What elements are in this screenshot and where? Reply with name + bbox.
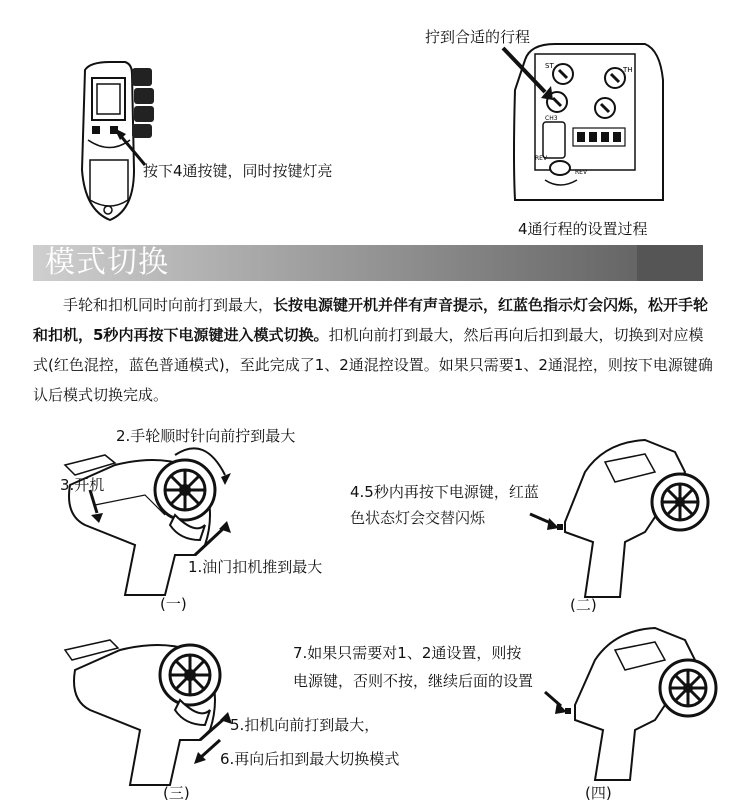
section-title: 模式切换 bbox=[45, 245, 169, 280]
th-label: TH bbox=[623, 66, 633, 74]
figure2-illustration bbox=[545, 432, 715, 597]
fig4-caption: (四) bbox=[585, 784, 612, 802]
rev-right-label: REV bbox=[575, 169, 588, 176]
fig1-step-power: 3.开机 bbox=[60, 476, 105, 494]
fig1-caption: (一) bbox=[160, 595, 187, 613]
banner-end-block bbox=[637, 245, 703, 281]
fig4-step-line1: 7.如果只需要对1、2通设置，则按 bbox=[293, 644, 522, 662]
fig3-caption: (三) bbox=[163, 784, 190, 802]
instruction-paragraph bbox=[33, 290, 713, 410]
fig2-step-line2: 色状态灯会交替闪烁 bbox=[350, 509, 486, 527]
section-banner bbox=[33, 245, 703, 281]
press-button-label: 按下4通按键，同时按键灯亮 bbox=[143, 162, 333, 180]
st-label: ST bbox=[545, 62, 554, 70]
fig1-step-wheel: 2.手轮顺时针向前拧到最大 bbox=[116, 427, 296, 445]
figure4-illustration bbox=[555, 620, 720, 780]
fig1-step-trigger: 1.油门扣机推到最大 bbox=[188, 558, 323, 576]
twist-travel-label: 拧到合适的行程 bbox=[425, 28, 531, 46]
transmitter-top-illustration bbox=[70, 60, 180, 230]
fig2-step-line1: 4.5秒内再按下电源键，红蓝 bbox=[350, 483, 539, 501]
fig3-step-forward: 5.扣机向前打到最大， bbox=[230, 716, 380, 734]
para-part2-bold: 长按电源键开机并伴有声音提示，红蓝色指示灯会闪烁，松开手轮和扣机，5秒内再按下电源键进入模式切换。 bbox=[33, 296, 709, 344]
process-caption: 4通行程的设置过程 bbox=[518, 220, 648, 238]
settings-panel-illustration bbox=[505, 40, 665, 210]
para-part3: 扣机向前打到最大，然后再向后扣到最大，切换到对应模式(红色混控，蓝色普通模式)，至此完成了1、2通混控设置。如果只需要1、2通混控，则按下电源键确认后模式切换完成。 bbox=[33, 326, 713, 404]
fig2-caption: (二) bbox=[570, 596, 597, 614]
ch3-label: CH3 bbox=[545, 115, 558, 122]
rev-left-label: REV bbox=[535, 155, 548, 162]
para-part1: 手轮和扣机同时向前打到最大， bbox=[63, 296, 274, 314]
fig4-step-line2: 电源键，否则不按，继续后面的设置 bbox=[293, 672, 534, 690]
fig3-step-back: 6.再向后扣到最大切换模式 bbox=[220, 750, 400, 768]
